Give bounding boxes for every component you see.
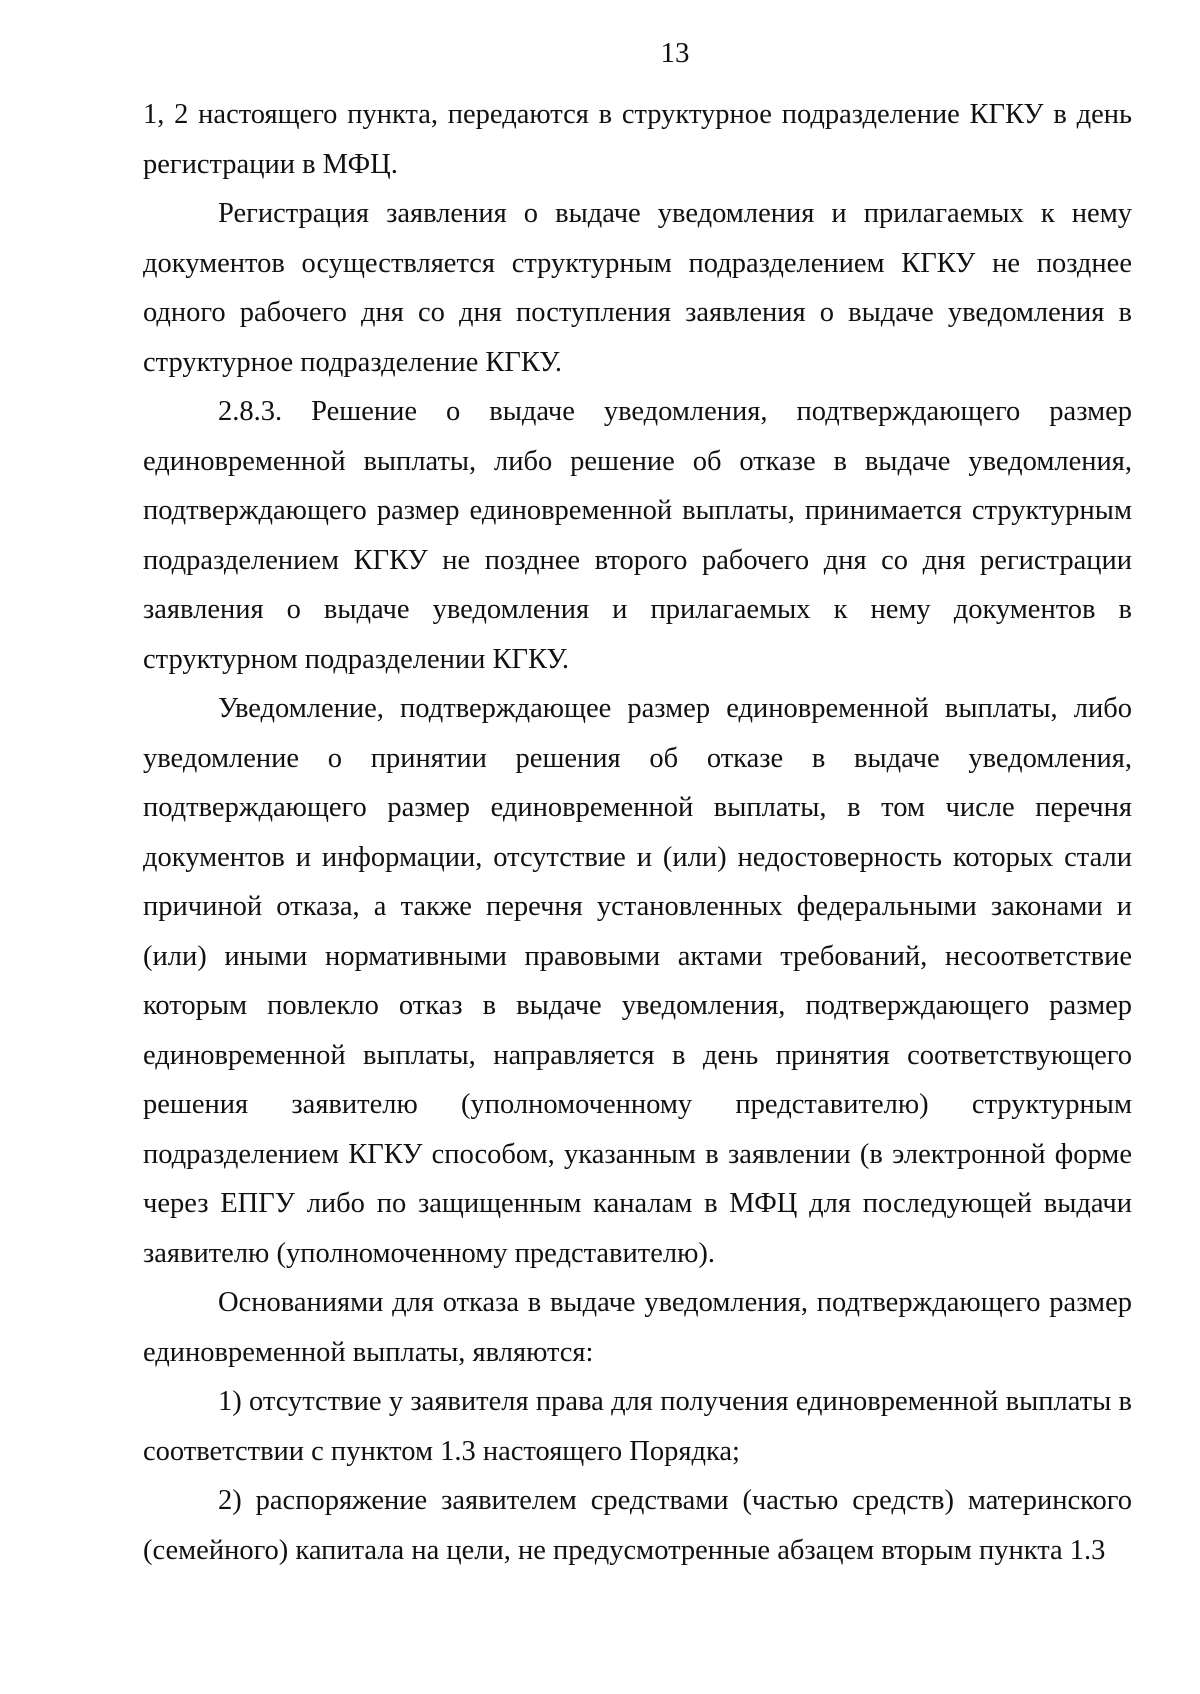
page-number: 13 — [660, 37, 690, 69]
list-item-1: 1) отсутствие у заявителя права для получения единовременной выплаты в соответствии с пунктом 1.3 настоящего Порядка; — [143, 1386, 1132, 1467]
paragraph-notification: Уведомление, подтверждающее размер единовременной выплаты, либо уведомление о принятии решения об отказе в выдаче уведомления, подтверждающего размер единовременной выплаты, в том числе перечня документов и информации, отсутствие и (или) недостоверность которых стали причиной отказа, а также перечня установленных федеральными законами и (или) иными нормативными правовыми актами требований, несоответствие которым повлекло отказ в выдаче уведомления, подтверждающего размер единовременной выплаты, направляется в день принятия соответствующего решения заявителю (уполномоченному представителю) структурным подразделением КГКУ способом, указанным в заявлении (в электронной форме через ЕПГУ либо по защищенным каналам в МФЦ для последующей выдачи заявителю (уполномоченному представителю). — [143, 693, 1132, 1269]
paragraph-2-8-3: 2.8.3. Решение о выдаче уведомления, подтверждающего размер единовременной выплаты, либо решение об отказе в выдаче уведомления, подтверждающего размер единовременной выплаты, принимается структурным подразделением КГКУ не позднее второго рабочего дня со дня регистрации заявления о выдаче уведомления и прилагаемых к нему документов в структурном подразделении КГКУ. — [143, 396, 1132, 675]
paragraph-registration: Регистрация заявления о выдаче уведомления и прилагаемых к нему документов осуществляется структурным подразделением КГКУ не позднее одного рабочего дня со дня поступления заявления о выдаче уведомления в структурное подразделение КГКУ. — [143, 198, 1132, 378]
document-body — [143, 90, 1132, 1575]
paragraph-refusal-grounds: Основаниями для отказа в выдаче уведомления, подтверждающего размер единовременной выплаты, являются: — [143, 1287, 1132, 1368]
list-item-2: 2) распоряжение заявителем средствами (частью средств) материнского (семейного) капитала на цели, не предусмотренные абзацем вторым пункта 1.3 — [143, 1485, 1132, 1566]
paragraph-continuation: 1, 2 настоящего пункта, передаются в структурное подразделение КГКУ в день регистрации в МФЦ. — [143, 99, 1132, 180]
